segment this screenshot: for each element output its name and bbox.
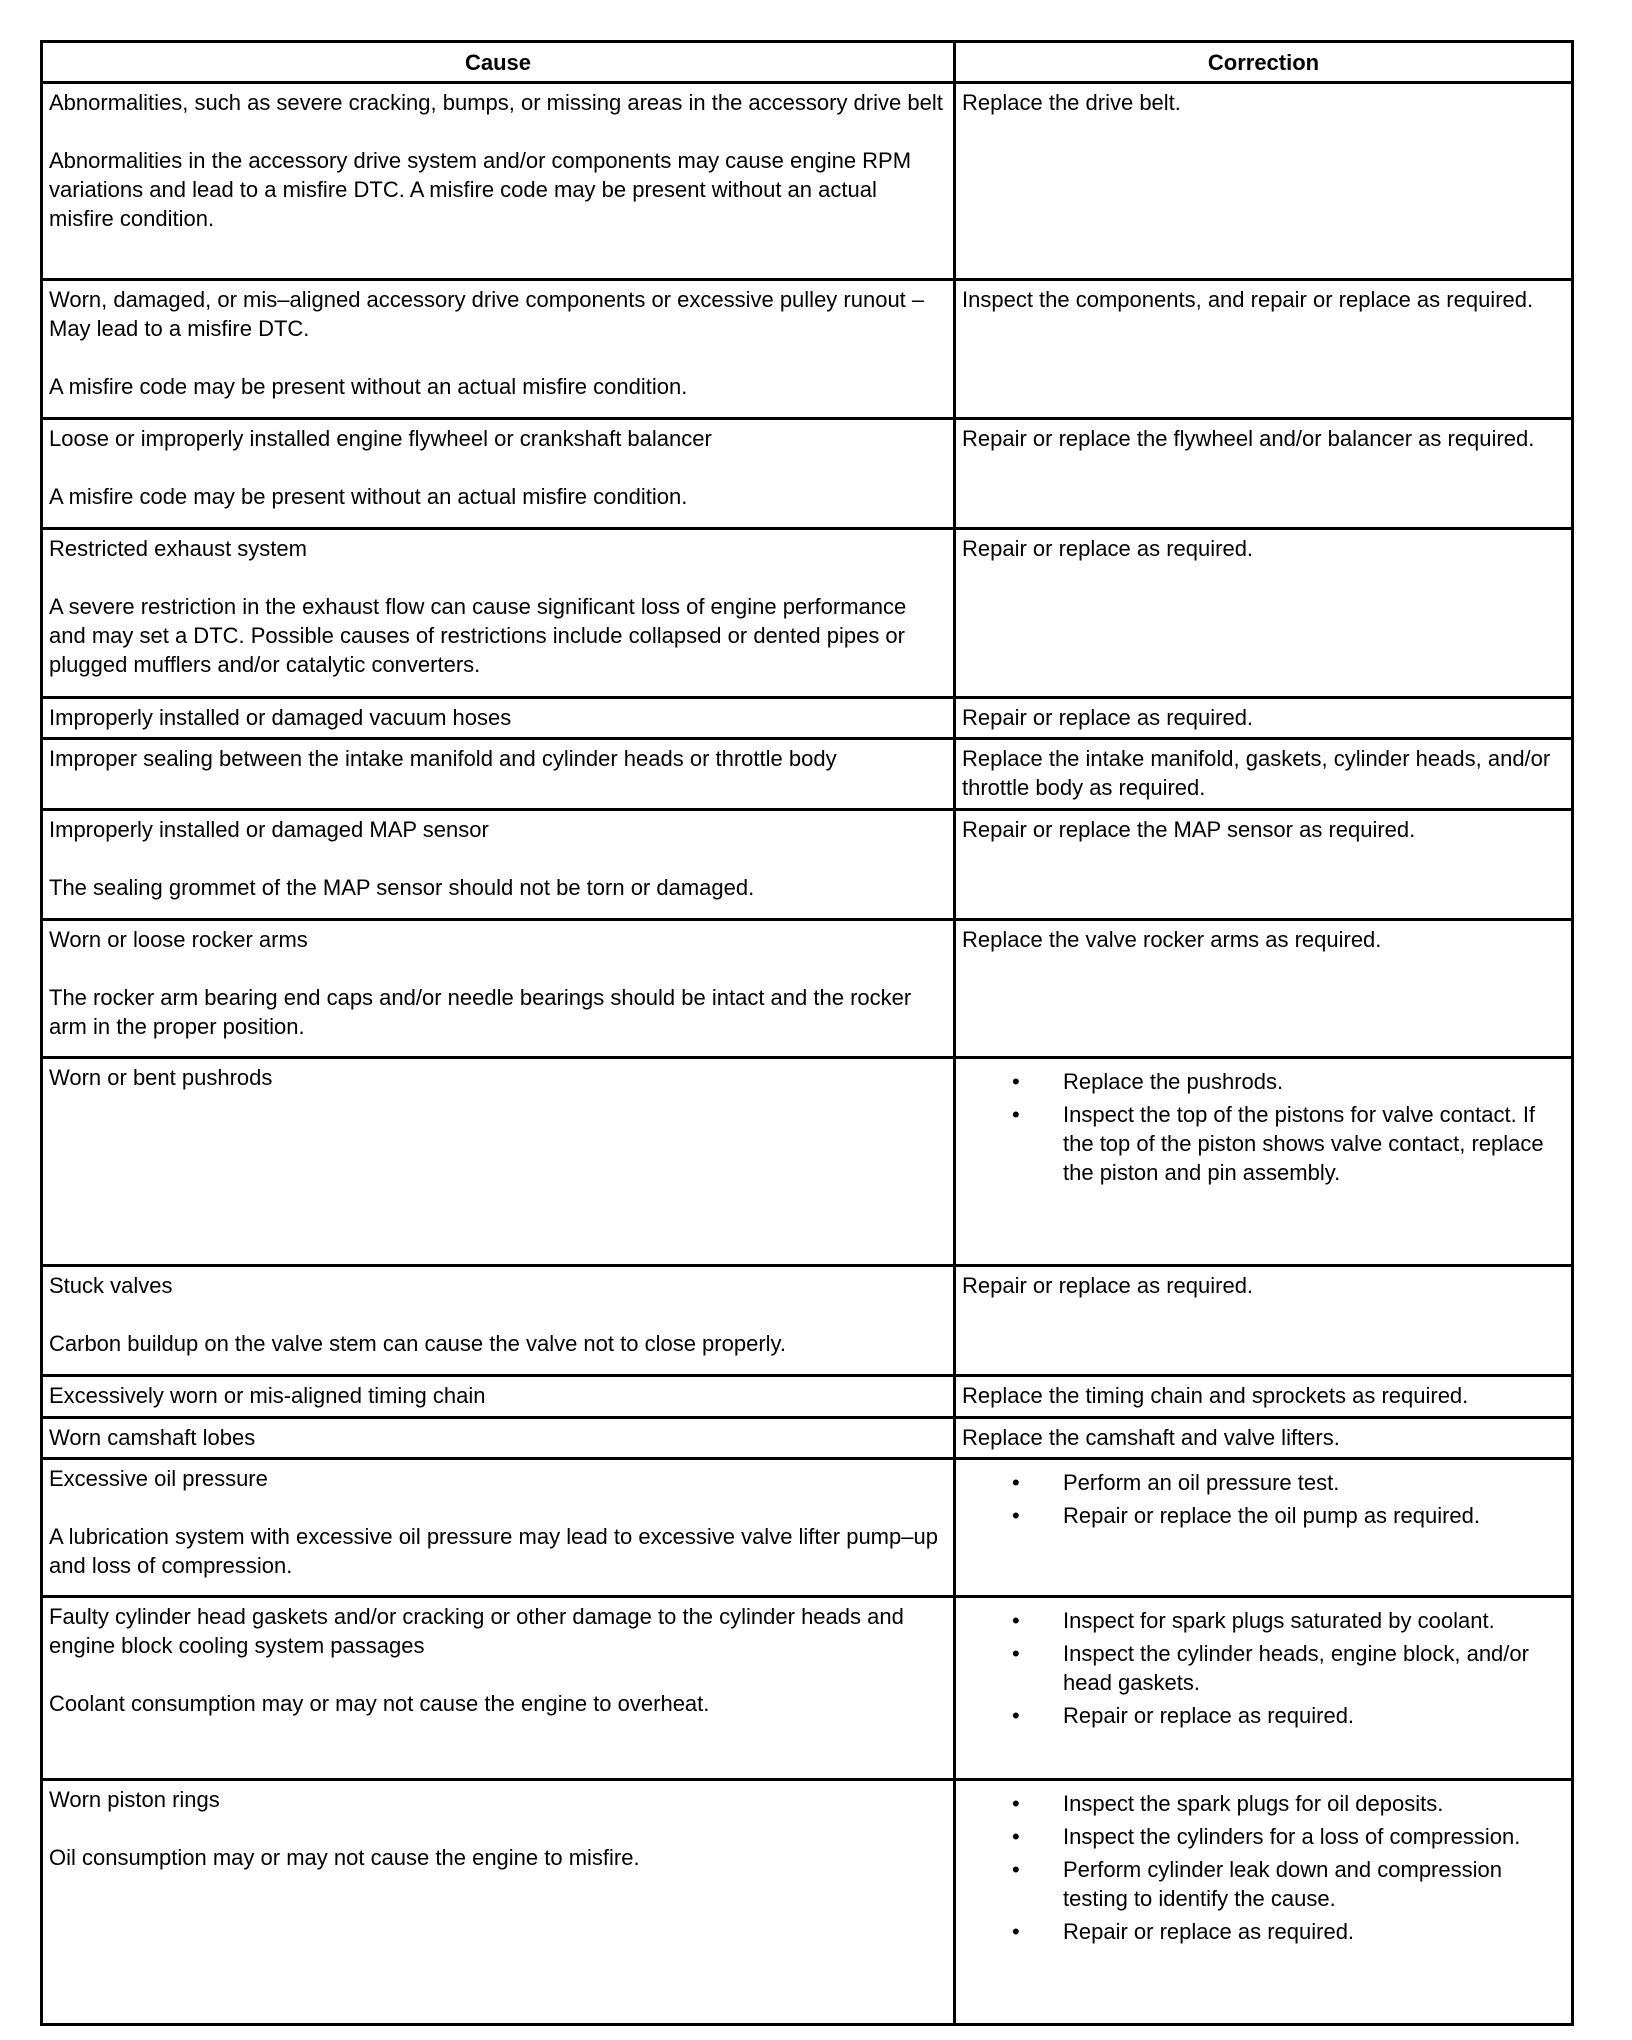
cause-cell bbox=[42, 83, 955, 280]
cause-title: Improperly installed or damaged vacuum hoses bbox=[49, 705, 512, 730]
table-row bbox=[42, 810, 1573, 920]
cause-title: Improperly installed or damaged MAP sensor bbox=[49, 817, 489, 842]
cause-title: Restricted exhaust system bbox=[49, 536, 307, 561]
correction-text: Inspect the spark plugs for oil deposits. bbox=[1063, 1791, 1444, 1816]
correction-text: Repair or replace as required. bbox=[962, 536, 1254, 561]
cause-title: Worn or bent pushrods bbox=[49, 1065, 273, 1090]
correction-text: Repair or replace as required. bbox=[1063, 1919, 1355, 1944]
correction-item bbox=[1012, 1822, 1565, 1851]
correction-text: Repair or replace as required. bbox=[1063, 1703, 1355, 1728]
correction-text: Inspect for spark plugs saturated by coolant. bbox=[1063, 1608, 1495, 1633]
cause-detail: Abnormalities in the accessory drive system and/or components may cause engine RPM variations and lead to a misfire DTC. A misfire code may be present without an actual misfire condition. bbox=[49, 148, 912, 231]
correction-item bbox=[1012, 1501, 1565, 1530]
cause-title: Excessive oil pressure bbox=[49, 1466, 268, 1491]
table-row bbox=[42, 1266, 1573, 1376]
cause-detail: Oil consumption may or may not cause the engine to misfire. bbox=[49, 1845, 640, 1870]
cause-cell bbox=[42, 529, 955, 698]
table-row bbox=[42, 698, 1573, 739]
correction-text: Repair or replace as required. bbox=[962, 705, 1254, 730]
cause-title: Worn camshaft lobes bbox=[49, 1425, 256, 1450]
cause-cell bbox=[42, 739, 955, 810]
correction-text: Repair or replace the oil pump as required. bbox=[1063, 1503, 1481, 1528]
correction-item bbox=[1012, 1468, 1565, 1497]
cause-detail: A lubrication system with excessive oil pressure may lead to excessive valve lifter pump–up and loss of compression. bbox=[49, 1524, 938, 1578]
correction-cell bbox=[955, 1058, 1573, 1266]
correction-text: Replace the drive belt. bbox=[962, 90, 1181, 115]
correction-text: Replace the intake manifold, gaskets, cylinder heads, and/or throttle body as required. bbox=[962, 746, 1551, 800]
cause-title: Stuck valves bbox=[49, 1273, 173, 1298]
cause-cell bbox=[42, 419, 955, 529]
correction-list bbox=[962, 1067, 1565, 1187]
cause-cell bbox=[42, 1418, 955, 1459]
cause-title: Worn or loose rocker arms bbox=[49, 927, 308, 952]
correction-cell bbox=[955, 1376, 1573, 1418]
correction-cell bbox=[955, 1459, 1573, 1597]
cause-detail: Carbon buildup on the valve stem can cause the valve not to close properly. bbox=[49, 1331, 787, 1356]
cause-header: Cause bbox=[42, 42, 955, 83]
cause-detail: The rocker arm bearing end caps and/or needle bearings should be intact and the rocker arm in the proper position. bbox=[49, 985, 912, 1039]
correction-cell bbox=[955, 1780, 1573, 2025]
cause-detail: A misfire code may be present without an actual misfire condition. bbox=[49, 484, 688, 509]
correction-text: Inspect the cylinders for a loss of compression. bbox=[1063, 1824, 1521, 1849]
correction-cell bbox=[955, 920, 1573, 1058]
correction-list bbox=[962, 1789, 1565, 1946]
cause-detail: Coolant consumption may or may not cause the engine to overheat. bbox=[49, 1691, 710, 1716]
correction-cell bbox=[955, 419, 1573, 529]
cause-cell bbox=[42, 280, 955, 419]
bullet-icon: • bbox=[1012, 1641, 1020, 1666]
table-row bbox=[42, 1597, 1573, 1780]
bullet-icon: • bbox=[1012, 1102, 1020, 1127]
correction-text: Replace the camshaft and valve lifters. bbox=[962, 1425, 1340, 1450]
correction-text: Perform an oil pressure test. bbox=[1063, 1470, 1340, 1495]
table-row bbox=[42, 739, 1573, 810]
cause-detail: A severe restriction in the exhaust flow can cause significant loss of engine performance and may set a DTC. Possible causes of restrictions include collapsed or dented pipes or plugged mufflers and/or catalytic converters. bbox=[49, 594, 907, 677]
correction-cell bbox=[955, 1266, 1573, 1376]
correction-text: Perform cylinder leak down and compression testing to identify the cause. bbox=[1063, 1857, 1502, 1911]
cause-title: Faulty cylinder head gaskets and/or cracking or other damage to the cylinder heads and engine block cooling system passages bbox=[49, 1604, 904, 1658]
table-row bbox=[42, 529, 1573, 698]
cause-cell bbox=[42, 920, 955, 1058]
cause-title: Loose or improperly installed engine flywheel or crankshaft balancer bbox=[49, 426, 712, 451]
correction-item bbox=[1012, 1100, 1565, 1187]
bullet-icon: • bbox=[1012, 1470, 1020, 1495]
table-row bbox=[42, 1058, 1573, 1266]
header-row bbox=[42, 42, 1573, 83]
cause-title: Worn piston rings bbox=[49, 1787, 220, 1812]
diagnosis-table bbox=[40, 40, 1574, 2026]
cause-cell bbox=[42, 1376, 955, 1418]
correction-cell bbox=[955, 698, 1573, 739]
cause-cell bbox=[42, 1459, 955, 1597]
correction-item bbox=[1012, 1855, 1565, 1913]
cause-cell bbox=[42, 1058, 955, 1266]
bullet-icon: • bbox=[1012, 1503, 1020, 1528]
correction-text: Repair or replace as required. bbox=[962, 1273, 1254, 1298]
table-row bbox=[42, 1418, 1573, 1459]
correction-text: Inspect the cylinder heads, engine block, and/or head gaskets. bbox=[1063, 1641, 1529, 1695]
table-row bbox=[42, 83, 1573, 280]
bullet-icon: • bbox=[1012, 1824, 1020, 1849]
correction-item bbox=[1012, 1789, 1565, 1818]
correction-text: Replace the valve rocker arms as required. bbox=[962, 927, 1382, 952]
cause-cell bbox=[42, 698, 955, 739]
correction-cell bbox=[955, 1418, 1573, 1459]
cause-cell bbox=[42, 1266, 955, 1376]
cause-title: Excessively worn or mis-aligned timing chain bbox=[49, 1383, 486, 1408]
correction-text: Repair or replace the MAP sensor as required. bbox=[962, 817, 1416, 842]
bullet-icon: • bbox=[1012, 1069, 1020, 1094]
correction-text: Replace the pushrods. bbox=[1063, 1069, 1284, 1094]
cause-cell bbox=[42, 1780, 955, 2025]
correction-cell bbox=[955, 1597, 1573, 1780]
table-row bbox=[42, 1780, 1573, 2025]
correction-list bbox=[962, 1606, 1565, 1730]
correction-cell bbox=[955, 280, 1573, 419]
table-row bbox=[42, 1459, 1573, 1597]
correction-text: Repair or replace the flywheel and/or balancer as required. bbox=[962, 426, 1535, 451]
correction-list bbox=[962, 1468, 1565, 1530]
correction-cell bbox=[955, 83, 1573, 280]
correction-item bbox=[1012, 1917, 1565, 1946]
correction-cell bbox=[955, 529, 1573, 698]
correction-item bbox=[1012, 1606, 1565, 1635]
table-row bbox=[42, 1376, 1573, 1418]
bullet-icon: • bbox=[1012, 1608, 1020, 1633]
bullet-icon: • bbox=[1012, 1919, 1020, 1944]
cause-cell bbox=[42, 810, 955, 920]
bullet-icon: • bbox=[1012, 1703, 1020, 1728]
correction-item bbox=[1012, 1701, 1565, 1730]
cause-title: Improper sealing between the intake manifold and cylinder heads or throttle body bbox=[49, 746, 837, 771]
bullet-icon: • bbox=[1012, 1791, 1020, 1816]
bullet-icon: • bbox=[1012, 1857, 1020, 1882]
table-row bbox=[42, 920, 1573, 1058]
correction-header: Correction bbox=[955, 42, 1573, 83]
cause-detail: A misfire code may be present without an actual misfire condition. bbox=[49, 374, 688, 399]
cause-cell bbox=[42, 1597, 955, 1780]
correction-item bbox=[1012, 1067, 1565, 1096]
cause-detail: The sealing grommet of the MAP sensor should not be torn or damaged. bbox=[49, 875, 755, 900]
cause-title: Abnormalities, such as severe cracking, bumps, or missing areas in the accessory drive belt bbox=[49, 90, 943, 115]
correction-cell bbox=[955, 810, 1573, 920]
correction-text: Inspect the top of the pistons for valve contact. If the top of the piston shows valve contact, replace the piston and pin assembly. bbox=[1063, 1102, 1544, 1185]
correction-cell bbox=[955, 739, 1573, 810]
correction-text: Inspect the components, and repair or replace as required. bbox=[962, 287, 1534, 312]
table-row bbox=[42, 280, 1573, 419]
correction-text: Replace the timing chain and sprockets as required. bbox=[962, 1383, 1469, 1408]
table-row bbox=[42, 419, 1573, 529]
cause-title: Worn, damaged, or mis–aligned accessory drive components or excessive pulley runout – May lead to a misfire DTC. bbox=[49, 287, 925, 341]
correction-item bbox=[1012, 1639, 1565, 1697]
